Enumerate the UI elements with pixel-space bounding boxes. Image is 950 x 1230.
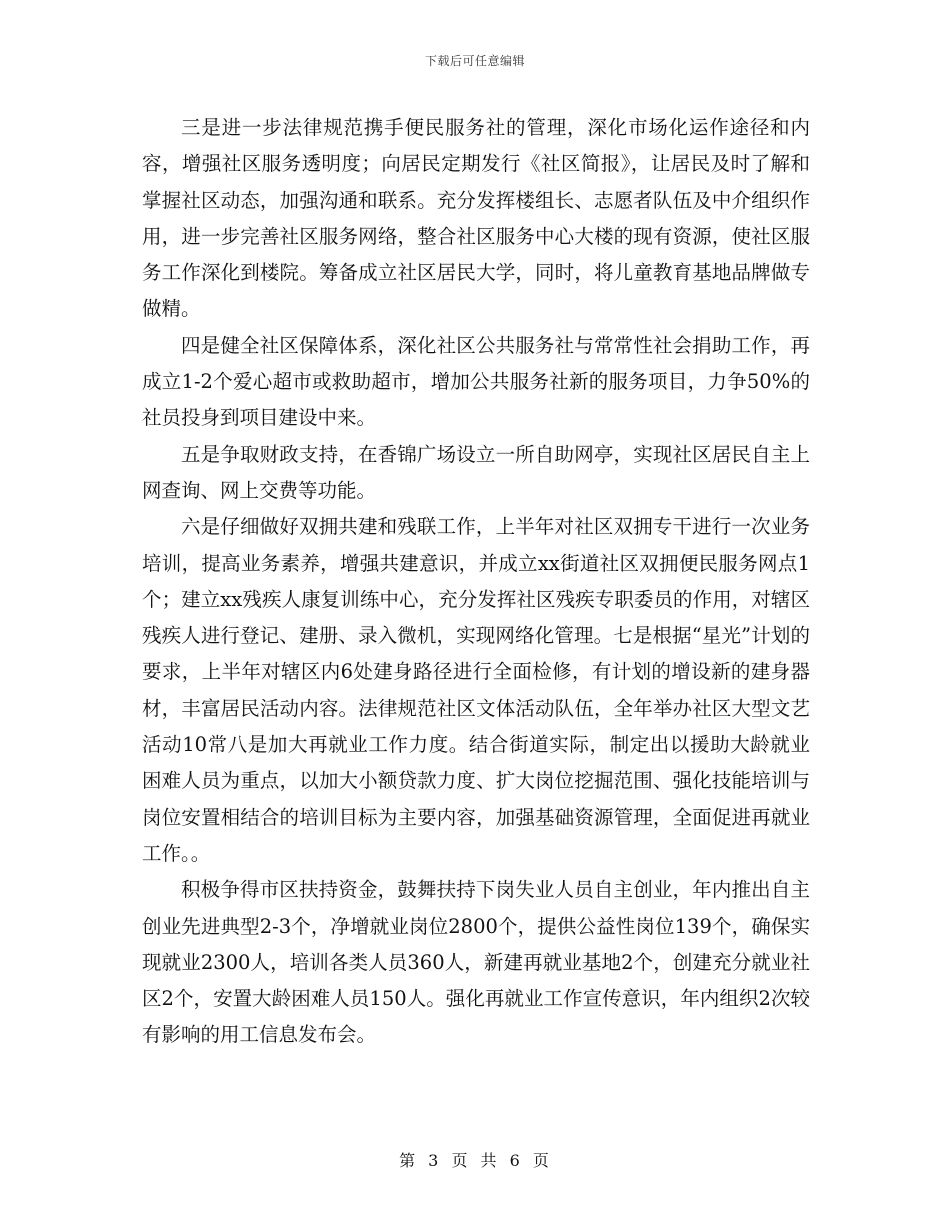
page-header-note: 下载后可任意编辑: [424, 54, 525, 68]
document-body: [142, 110, 810, 1054]
page-number: 第 3 页 共 6 页: [399, 1151, 551, 1170]
paragraph-3: 三是进一步法律规范携手便民服务社的管理，深化市场化运作途径和内容，增强社区服务透明度；向居民定期发行《社区简报》，让居民及时了解和掌握社区动态，加强沟通和联系。充分发挥楼组长、志愿者队伍及中介组织作用，进一步完善社区服务网络，整合社区服务中心大楼的现有资源，使社区服务工作深化到楼院。筹备成立社区居民大学，同时，将儿童教育基地品牌做专做精。: [142, 116, 810, 321]
paragraph-6: 六是仔细做好双拥共建和残联工作，上半年对社区双拥专干进行一次业务培训，提高业务素养，增强共建意识，并成立xx街道社区双拥便民服务网点1个；建立xx残疾人康复训练中心，充分发挥社区残疾专职委员的作用，对辖区残疾人进行登记、建册、录入微机，实现网络化管理。七是根据“星光”计划的要求，上半年对辖区内6处建身路径进行全面检修，有计划的增设新的建身器材，丰富居民活动内容。法律规范社区文体活动队伍，全年举办社区大型文艺活动10常八是加大再就业工作力度。结合街道实际，制定出以援助大龄就业困难人员为重点，以加大小额贷款力度、扩大岗位挖掘范围、强化技能培训与岗位安置相结合的培训目标为主要内容，加强基础资源管理，全面促进再就业工作。。: [142, 515, 810, 865]
paragraph-5: 五是争取财政支持，在香锦广场设立一所自助网亭，实现社区居民自主上网查询、网上交费等功能。: [142, 442, 810, 502]
paragraph-funding: 积极争得市区扶持资金，鼓舞扶持下岗失业人员自主创业，年内推出自主创业先进典型2-3个，净增就业岗位2800个，提供公益性岗位139个，确保实现就业2300人，培训各类人员360人，新建再就业基地2个，创建充分就业社区2个，安置大龄困难人员150人。强化再就业工作宣传意识，年内组织2次较有影响的用工信息发布会。: [142, 878, 810, 1047]
paragraph-4: 四是健全社区保障体系，深化社区公共服务社与常常性社会捐助工作，再成立1-2个爱心超市或救助超市，增加公共服务社新的服务项目，力争50%的社员投身到项目建设中来。: [142, 333, 810, 430]
